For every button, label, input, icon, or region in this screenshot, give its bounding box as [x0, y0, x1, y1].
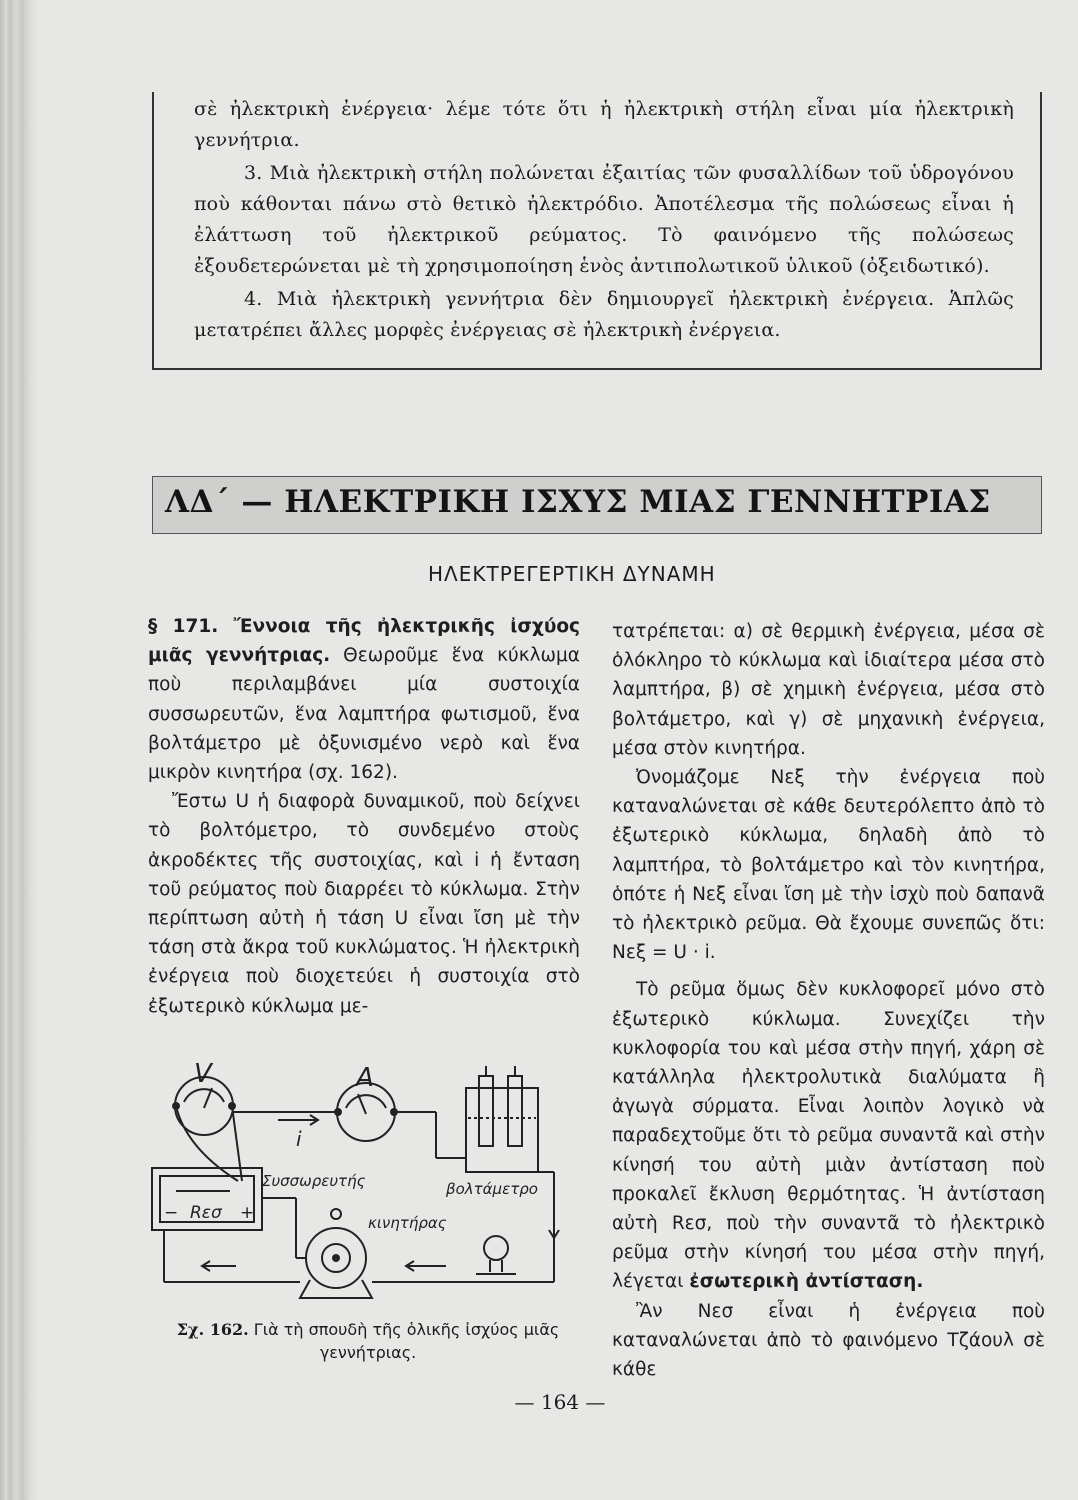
page-stack-edge — [0, 0, 40, 1500]
battery-plus-label: + — [240, 1203, 255, 1223]
voltameter-label: βολτάμετρο — [446, 1180, 538, 1198]
motor-label: κινητήρας — [368, 1214, 447, 1232]
summary-paragraph-continued: σὲ ἠλεκτρικὴ ἐνέργεια· λέμε τότε ὅτι ἡ ἠλεκτρικὴ στήλη εἶναι μία ἠλεκτρικὴ γεννήτρια. — [194, 98, 1014, 151]
right-paragraph-1: τατρέπεται: α) σὲ θερμικὴ ἐνέργεια, μέσα σὲ ὁλόκληρο τὸ κύκλωμα καὶ ἰδιαίτερα μέσα στὸ λαμπτήρα, β) σὲ χημικὴ ἐνέργεια, μέσα στὸ βολτάμετρο, καὶ γ) σὲ μηχανικὴ ἐνέργεια, μέσα στὸν κινητήρα. — [612, 621, 1045, 759]
summary-paragraph-3: 3. Μιὰ ἠλεκτρικὴ στήλη πολώνεται ἐξαιτίας τῶν φυσαλλίδων τοῦ ὑδρογόνου ποὺ κάθονται πάνω στὸ θετικὸ ἠλεκτρόδιο. Ἀποτέλεσμα τῆς πολώσεως εἶναι ἡ ἐλάττωση τοῦ ἠλεκτρικοῦ ρεύματος. Τὸ φαινόμενο τῆς πολώσεως ἐξουδετερώνεται μὲ τὴ χρησιμοποίηση ἑνὸς ἀντιπολωτικοῦ ὑλικοῦ (ὀξειδωτικό). — [194, 162, 1014, 277]
current-label: i — [296, 1127, 302, 1151]
battery-label: Συσσωρευτής — [262, 1172, 366, 1190]
internal-resistance-term: ἐσωτερικὴ ἀντίσταση. — [689, 1271, 924, 1293]
summary-paragraph-4: 4. Μιὰ ἠλεκτρικὴ γεννήτρια δὲν δημιουργεῖ ἠλεκτρικὴ ἐνέργεια. Ἁπλῶς μετατρέπει ἄλλες μορφὲς ἐνέργειας σὲ ἠλεκτρικὴ ἐνέργεια. — [194, 288, 1014, 341]
lamp-icon — [484, 1236, 508, 1260]
figure-caption — [148, 1318, 588, 1364]
circuit-diagram — [146, 1058, 586, 1318]
caption-number: Σχ. 162. — [176, 1320, 249, 1339]
page-number: — 164 — — [514, 1390, 606, 1414]
right-paragraph-2: Ὀνομάζομε Nεξ τὴν ἐνέργεια ποὺ καταναλώνεται σὲ κάθε δευτερόλεπτο ἀπὸ τὸ ἐξωτερικὸ κύκλωμα, δηλαδὴ ἀπὸ τὸ λαμπτήρα, τὸ βολτάμετρο καὶ τὸν κινητήρα, ὁπότε ἡ Nεξ εἶναι ἴση μὲ τὴν ἰσχὺ ποὺ δαπανᾶ τὸ ἠλεκτρικὸ ρεῦμα. Θὰ ἔχουμε συνεπῶς ὅτι: Nεξ = U · i. — [612, 767, 1045, 964]
right-paragraph-3: Τὸ ρεῦμα ὅμως δὲν κυκλοφορεῖ μόνο στὸ ἐξωτερικὸ κύκλωμα. Συνεχίζει τὴν κυκλοφορία του καὶ μέσα στὴν πηγή, χάρη σὲ κατάλληλα ἠλεκτρολυτικὰ διαλύματα ἢ ἀγωγὰ σύρματα. Εἶναι λοιπὸν λογικὸ νὰ παραδεχτοῦμε ὅτι τὸ ρεῦμα συναντᾶ καὶ στὴν κίνησή του αὐτὴ μιὰν ἀντίσταση ποὺ προκαλεῖ ἔκλυση θερμότητας. Ἡ ἀντίσταση αὐτὴ Rεσ, ποὺ τὴν συναντᾶ τὸ ἠλεκτρικὸ ρεῦμα στὴν κίνησή του μέσα στὴν πηγή, λέγεται — [612, 979, 1045, 1293]
section-subtitle: ΗΛΕΚΤΡΕΓΕΡΤΙΚΗ ΔΥΝΑΜΗ — [428, 562, 716, 586]
left-paragraph-2: Ἔστω U ἡ διαφορὰ δυναμικοῦ, ποὺ δείχνει τὸ βολτόμετρο, τὸ συνδεμένο στοὺς ἀκροδέκτες τῆς συστοιχίας, καὶ i ἡ ἔνταση τοῦ ρεύματος ποὺ διαρρέει τὸ κύκλωμα. Στὴν περίπτωση αὐτὴ ἡ τάση U εἶναι ἴση μὲ τὴν τάση στὰ ἄκρα τοῦ κυκλώματος. Ἡ ἠλεκτρικὴ ἐνέργεια ποὺ διοχετεύει ἡ συστοιχία στὸ ἐξωτερικὸ κύκλωμα με- — [148, 791, 580, 1017]
section-heading: § 171. Ἔννοια τῆς ἠλεκτρικῆς ἰσχύος μιᾶς γεννήτριας. — [148, 616, 580, 667]
ammeter-label: A — [356, 1063, 374, 1093]
caption-text: Γιὰ τὴ σπουδὴ τῆς ὁλικῆς ἰσχύος μιᾶς γεννήτριας. — [253, 1320, 560, 1362]
left-column — [148, 612, 580, 1021]
voltameter-icon — [466, 1088, 538, 1172]
right-paragraph-4: Ἂν Nεσ εἶναι ἡ ἐνέργεια ποὺ καταναλώνεται ἀπὸ τὸ φαινόμενο Τζάουλ σὲ κάθε — [612, 1300, 1045, 1381]
battery-minus-label: − — [164, 1203, 179, 1223]
voltmeter-label: V — [194, 1059, 212, 1089]
left-paragraph-1: Θεωροῦμε ἕνα κύκλωμα ποὺ περιλαμβάνει μία συστοιχία συσσωρευτῶν, ἕνα λαμπτήρα φωτισμοῦ, ἕνα βολτάμετρο μὲ ὀξυνισμένο νερὸ καὶ ἕνα μικρὸν κινητήρα (σχ. 162). — [148, 645, 581, 784]
internal-resistance-label: Rεσ — [190, 1203, 222, 1223]
chapter-title: ΛΔ΄ — ΗΛΕΚΤΡΙΚΗ ΙΣΧΥΣ ΜΙΑΣ ΓΕΝΝΗΤΡΙΑΣ — [165, 484, 991, 520]
right-column — [612, 617, 1045, 1384]
